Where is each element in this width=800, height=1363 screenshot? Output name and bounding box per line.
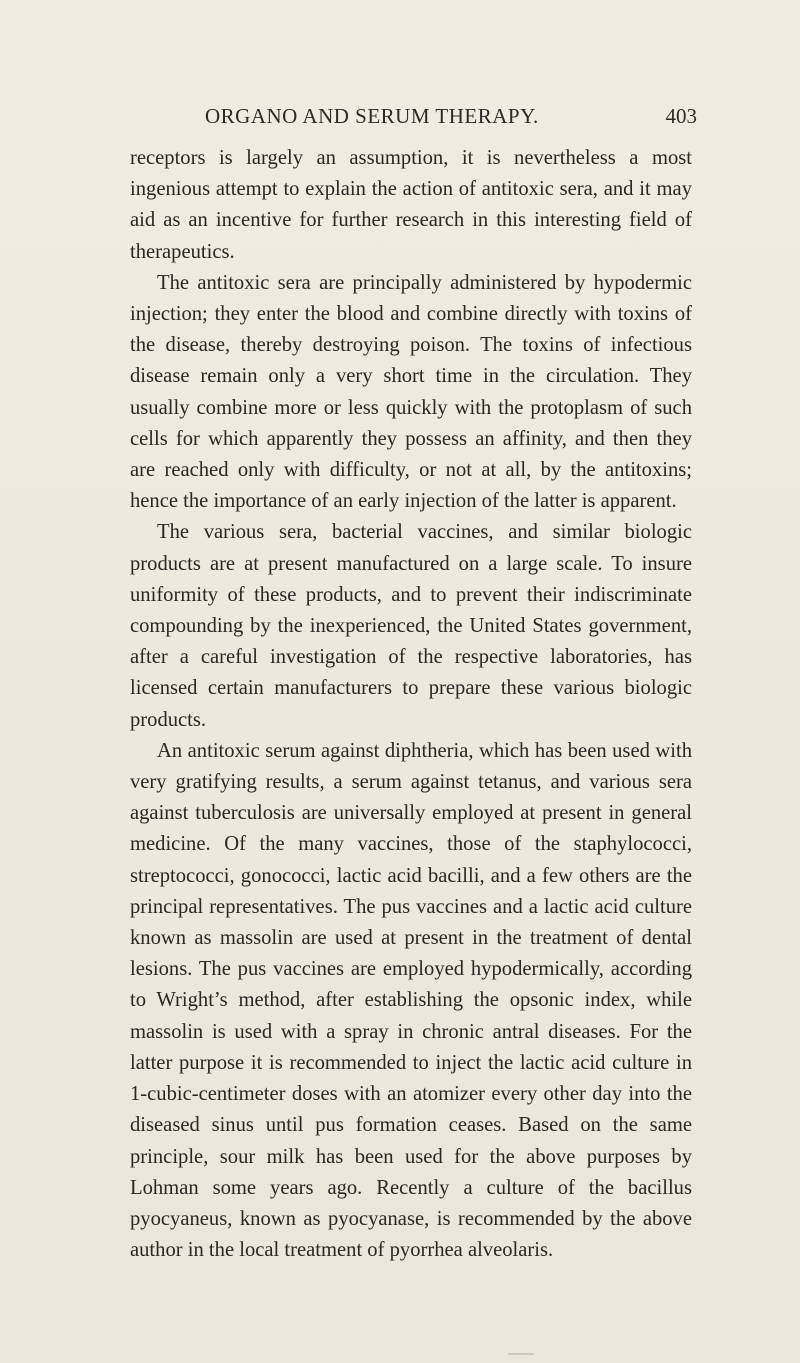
paragraph-continued: receptors is largely an assumption, it is nevertheless a most ingenious attempt to explain the action of antitoxic sera, and it may aid as an incentive for further research in this interesting field of therapeutics. (130, 147, 692, 263)
body-text (130, 143, 692, 1266)
running-title: ORGANO AND SERUM THERAPY. (205, 104, 539, 128)
paragraph-biologic-products: The various sera, bacterial vaccines, and similar biologic products are at present manufactured on a large scale. To insure uniformity of these products, and to prevent their indiscriminate compounding by the inexperienced, the United States government, after a careful investigation of the respective laboratories, has licensed certain manufacturers to prepare these various biologic products. (130, 521, 692, 731)
paragraph-vaccines: An antitoxic serum against diphtheria, which has been used with very gratifying results, a serum against tetanus, and various sera against tuberculosis are universally employed at present in general medicine. Of the many vaccines, those of the staphylococci, streptococci, gonococci, lactic acid bacilli, and a few others are the principal representatives. The pus vaccines and a lactic acid culture known as massolin are used at present in the treatment of dental lesions. The pus vaccines are employed hypodermically, according to Wright’s method, after establishing the opsonic index, while massolin is used with a spray in chronic antral diseases. For the latter purpose it is recommended to inject the lactic acid culture in 1-cubic-centimeter doses with an atomizer every other day into the diseased sinus until pus formation ceases. Based on the same principle, sour milk has been used for the above purposes by Lohman some years ago. Recently a culture of the bacillus pyocyaneus, known as pyocyanase, is recommended by the above author in the local treatment of pyorrhea alveolaris. (130, 739, 692, 1262)
page-number: 403 (665, 104, 697, 128)
page-smudge (508, 1353, 534, 1355)
paragraph-antitoxic-sera: The antitoxic sera are principally administered by hypodermic injection; they enter the blood and combine directly with toxins of the disease, thereby destroying poison. The toxins of infectious disease remain only a very short time in the circulation. They usually combine more or less quickly with the protoplasm of such cells for which apparently they possess an affinity, and then they are reached only with difficulty, or not at all, by the antitoxins; hence the importance of an early injection of the latter is apparent. (130, 271, 692, 513)
